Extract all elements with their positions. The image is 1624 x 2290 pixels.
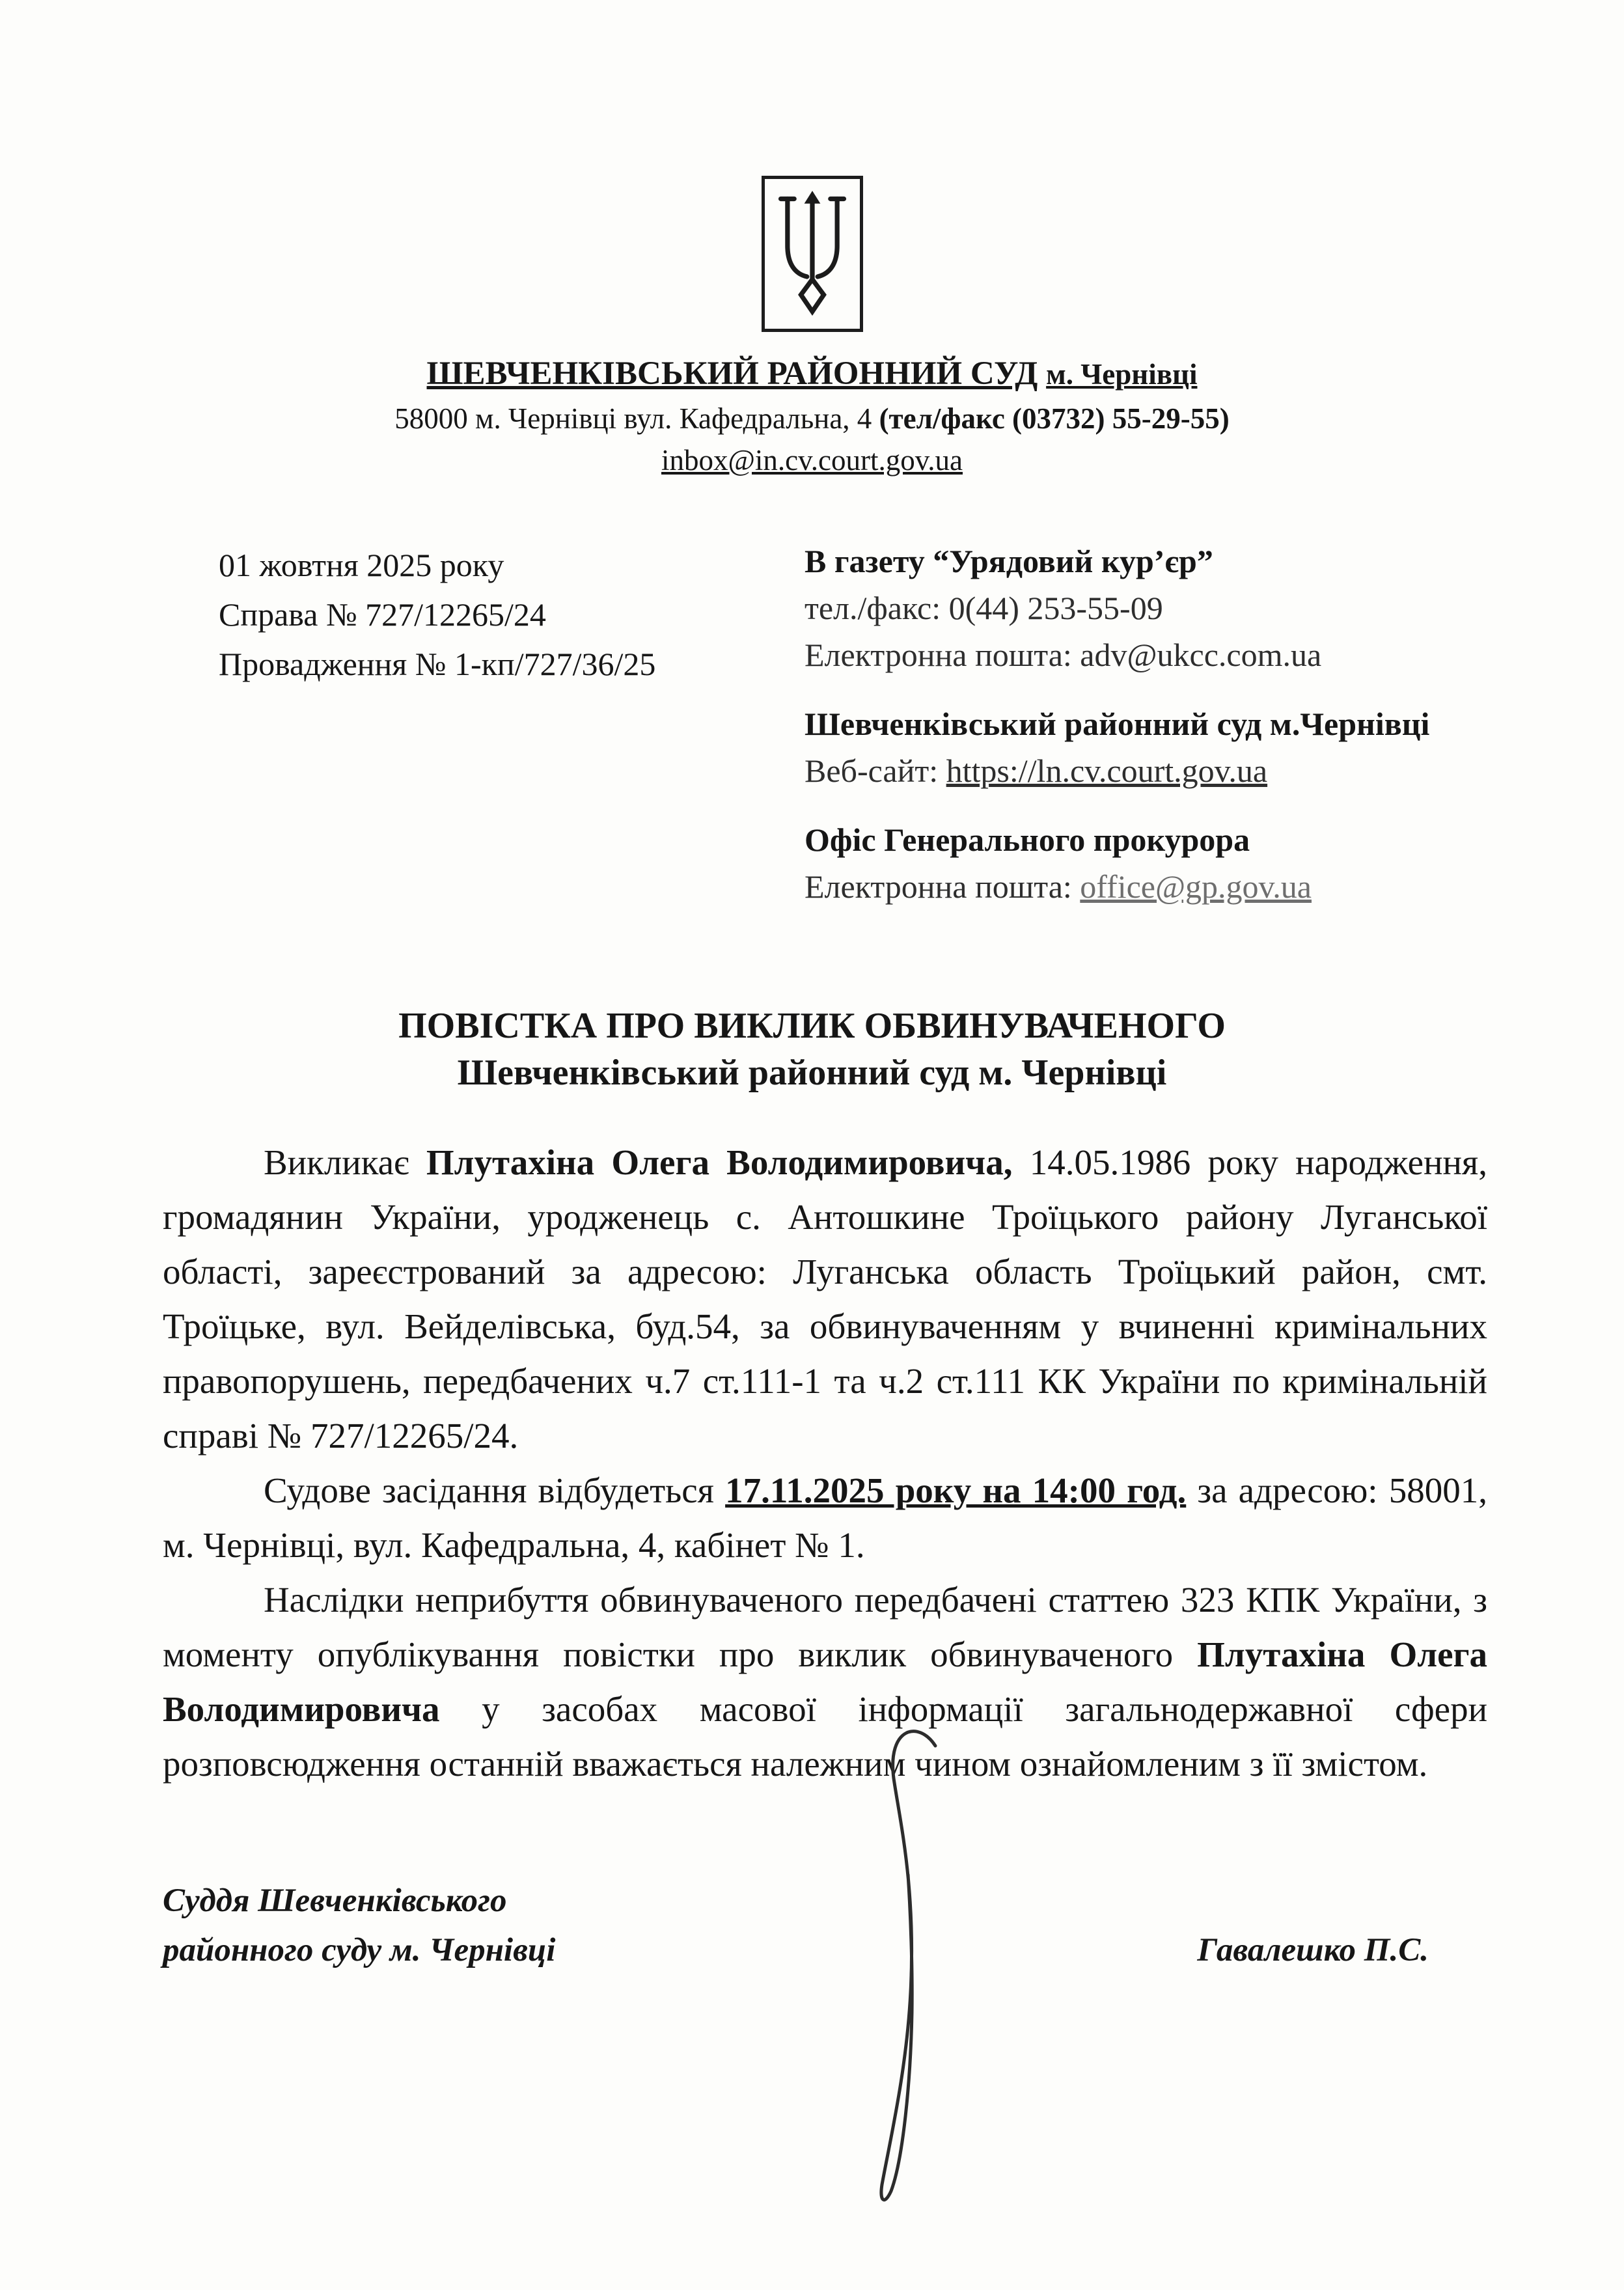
recipient-prosecutor-email-link: office@gp.gov.ua <box>1080 868 1312 905</box>
recipient-newspaper-phone: тел./факс: 0(44) 253-55-09 <box>805 590 1163 626</box>
p2-text-start: Судове засідання відбудеться <box>264 1470 726 1510</box>
recipient-prosecutor <box>805 816 1429 910</box>
document-title-line2: Шевченківський районний суд м. Чернівці <box>457 1053 1167 1093</box>
recipient-court-title: Шевченківський районний суд м.Чернівці <box>805 706 1430 742</box>
recipient-prosecutor-email-line <box>805 863 1429 910</box>
recipients-column <box>805 538 1429 932</box>
judge-role <box>163 1876 555 1975</box>
proceeding-number: Провадження № 1-кп/727/36/25 <box>219 646 656 682</box>
recipient-newspaper-email: adv@ukcc.com.ua <box>1080 637 1322 673</box>
document-date: 01 жовтня 2025 року <box>219 547 504 583</box>
judge-role-line1: Суддя Шевченківського <box>163 1883 507 1919</box>
court-name-heading <box>0 354 1624 394</box>
court-name-text: ШЕВЧЕНКІВСЬКИЙ РАЙОННИЙ СУД <box>426 355 1038 392</box>
paragraph-hearing <box>163 1463 1487 1573</box>
recipient-court <box>805 700 1429 794</box>
judge-role-line2: районного суду м. Чернівці <box>163 1932 556 1968</box>
p1-text-start: Викликає <box>264 1142 426 1182</box>
signature-block <box>163 1876 1429 1975</box>
recipient-newspaper <box>805 538 1429 678</box>
court-address-text: 58000 м. Чернівці вул. Кафедральна, 4 <box>394 402 872 435</box>
judge-name: Гавалешко П.С. <box>1197 1932 1429 1968</box>
p3-text-start: Наслідки неприбуття обвинуваченого передбачені статтею 323 КПК України, з моменту опублікування повістки про виклик обвинуваченого <box>163 1580 1487 1674</box>
paragraph-consequences <box>163 1573 1487 1791</box>
recipient-newspaper-email-label: Електронна пошта: <box>805 637 1080 673</box>
court-city-text: м. Чернівці <box>1046 358 1198 391</box>
ukraine-trident-emblem <box>762 176 863 332</box>
court-email-line <box>0 442 1624 478</box>
recipient-court-web-link: https://ln.cv.court.gov.ua <box>946 752 1268 789</box>
recipient-newspaper-title: В газету “Урядовий кур’єр” <box>805 543 1213 579</box>
paragraph-summons <box>163 1135 1487 1463</box>
info-section <box>219 540 1624 911</box>
recipient-court-web-line <box>805 747 1429 794</box>
p3-accused-name: Плутахіна Олега Володимировича <box>163 1635 1487 1729</box>
p2-text-rest: за адресою: 58001, м. Чернівці, вул. Кафедральна, 4, кабінет № 1. <box>163 1470 1487 1565</box>
court-phone-text: (тел/факс (03732) 55-29-55) <box>879 402 1230 435</box>
recipient-prosecutor-title: Офіс Генерального прокурора <box>805 821 1250 858</box>
case-number: Справа № 727/12265/24 <box>219 596 546 633</box>
document-header <box>0 0 1624 478</box>
p2-hearing-datetime: 17.11.2025 року на 14:00 год. <box>725 1470 1187 1510</box>
court-address-line <box>0 400 1624 437</box>
court-email-link: inbox@in.cv.court.gov.ua <box>661 444 963 476</box>
p1-accused-name: Плутахіна Олега Володимировича, <box>426 1142 1013 1182</box>
document-title <box>0 1002 1624 1096</box>
document-body <box>163 1135 1487 1791</box>
p3-text-rest: у засобах масової інформації загальнодержавної сфери розповсюдження останній вважається належним чином ознайомленим з її змістом. <box>163 1689 1487 1784</box>
recipient-prosecutor-email-label: Електронна пошта: <box>805 868 1080 905</box>
recipient-newspaper-email-line <box>805 631 1429 678</box>
document-title-line1: ПОВІСТКА ПРО ВИКЛИК ОБВИНУВАЧЕНОГО <box>398 1006 1226 1046</box>
p1-text-rest: 14.05.1986 року народження, громадянин України, уродженець с. Антошкине Троїцького району Луганської області, зареєстрований за адресою: Луганська область Троїцький район, смт. Троїцьке, вул. Вейделівська, буд.54, за обвинуваченням у вчиненні кримінальних правопорушень, передбачених ч.7 ст.111-1 та ч.2 ст.111 КК України по кримінальній справі № 727/12265/24. <box>163 1142 1487 1455</box>
recipient-court-web-label: Веб-сайт: <box>805 752 946 789</box>
trident-icon <box>769 184 856 324</box>
